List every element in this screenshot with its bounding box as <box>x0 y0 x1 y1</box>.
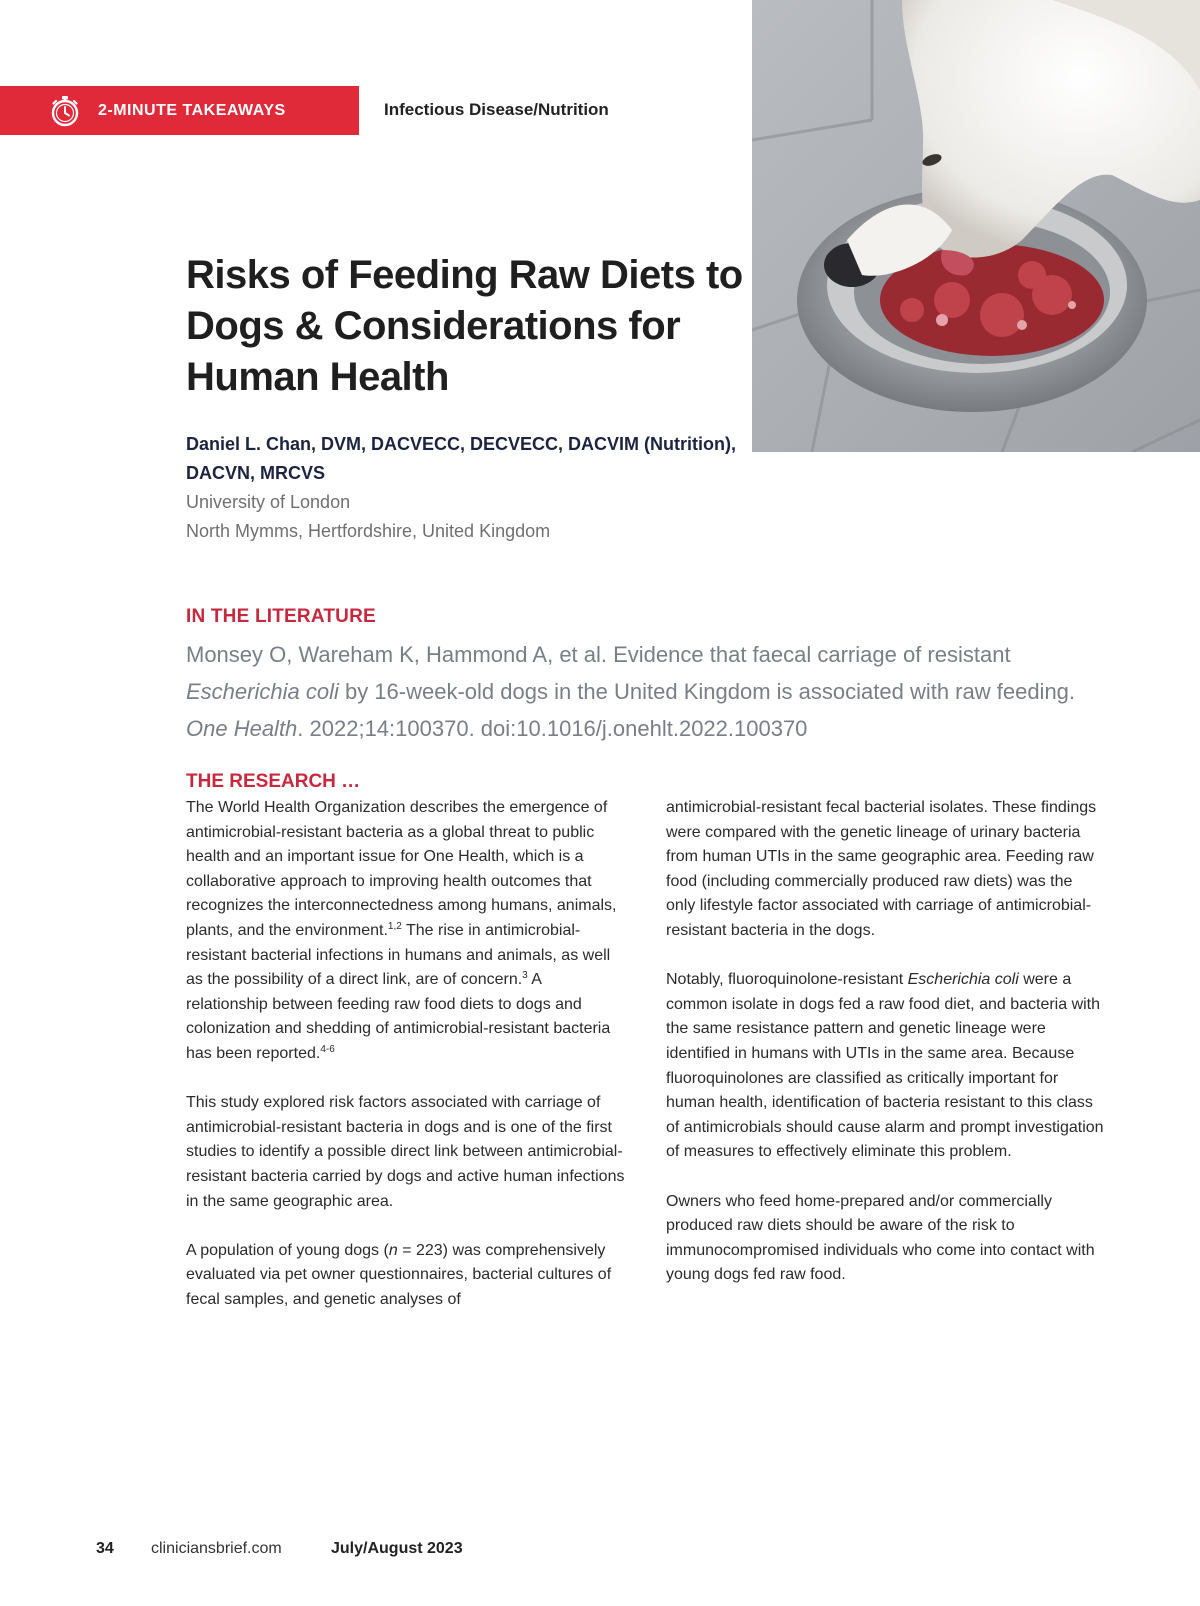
paragraph-text: were a common isolate in dogs fed a raw food diet, and bacteria with the same resistance pattern and genetic lineage were identified in humans with UTIs in the same area. Because fluoroquinolones are classified as critically important for human health, identification of bacteria resistant to this class of antimicrobials should cause alarm and prompt investigation of measures to effectively eliminate this problem. <box>666 971 1104 1161</box>
section-tag: Infectious Disease/Nutrition <box>384 100 609 119</box>
article-title: Risks of Feeding Raw Diets to Dogs & Considerations for Human Health <box>186 253 743 399</box>
body-paragraph: Owners who feed home-prepared and/or commercially produced raw diets should be aware of the risk to immunocompromised individuals who come into contact with young dogs fed raw food. <box>666 1192 1095 1284</box>
paragraph-text: The rise in antimicrobial-resistant bacterial infections in humans and animals, as well as the possibility of a direct link, are of concern. <box>186 921 611 989</box>
citation-species: Escherichia coli <box>186 679 339 704</box>
sample-size-symbol: n <box>388 1241 398 1259</box>
citation-text-1: Monsey O, Wareham K, Hammond A, et al. Evidence that faecal carriage of resistant <box>186 642 1011 667</box>
body-paragraph-continued: antimicrobial-resistant fecal bacterial isolates. These findings were compared with the genetic lineage of urinary bacteria from human UTIs in the same geographic area. Feeding raw food (including commercially produced raw diets) was the only lifestyle factor associated with carriage of antimicrobial-resistant bacteria in the dogs. <box>666 799 1097 939</box>
stopwatch-icon <box>48 94 82 128</box>
body-column-left <box>186 796 626 1312</box>
citation-superscript: 3 <box>522 970 528 982</box>
citation-superscript: 1,2 <box>387 920 402 932</box>
body-paragraph <box>666 968 1106 1165</box>
page-footer <box>96 1540 463 1558</box>
citation-text-2: by 16-week-old dogs in the United Kingdom is associated with raw feeding. <box>338 679 1076 704</box>
author-affiliation-1: University of London <box>186 492 351 512</box>
body-paragraph: This study explored risk factors associated with carriage of antimicrobial-resistant bacteria in dogs and is one of the first studies to identify a possible direct link between antimicrobial-resistant bacteria carried by dogs and active human infections in the same geographic area. <box>186 1094 625 1210</box>
citation-superscript: 4-6 <box>320 1043 335 1055</box>
author-affiliation-2: North Mymms, Hertfordshire, United Kingdom <box>186 521 551 541</box>
literature-citation <box>186 636 1086 747</box>
paragraph-text: A relationship between feeding raw food diets to dogs and colonization and shedding of antimicrobial-resistant bacteria has been reported. <box>186 971 611 1062</box>
research-heading: THE RESEARCH … <box>186 771 361 792</box>
body-column-right <box>666 796 1106 1312</box>
paragraph-text: Notably, fluoroquinolone-resistant <box>666 971 908 989</box>
body-paragraph <box>186 1239 626 1313</box>
takeaways-banner <box>0 86 359 135</box>
dog-eating-raw-food-photo <box>752 0 1200 452</box>
footer-website: cliniciansbrief.com <box>151 1540 282 1557</box>
citation-journal: One Health <box>186 716 298 741</box>
footer-issue: July/August 2023 <box>331 1540 463 1557</box>
paragraph-text: A population of young dogs ( <box>186 1241 389 1259</box>
paragraph-text: = 223) was comprehensively evaluated via pet owner questionnaires, bacterial cultures of fecal samples, and genetic analyses of <box>186 1241 612 1308</box>
paragraph-text: The World Health Organization describes the emergence of antimicrobial-resistant bacteria as a global threat to public health and an important issue for One Health, which is a collaborative approach to improving health outcomes that recognizes the interconnectedness among humans, animals, plants, and the environment. <box>186 799 617 939</box>
species-name: Escherichia coli <box>907 971 1019 989</box>
citation-text-3: . 2022;14:100370. doi:10.1016/j.onehlt.2022.100370 <box>297 716 808 741</box>
body-paragraph <box>186 796 626 1067</box>
literature-heading: IN THE LITERATURE <box>186 606 376 627</box>
author-names: Daniel L. Chan, DVM, DACVECC, DECVECC, DACVIM (Nutrition), DACVN, MRCVS <box>186 434 737 483</box>
author-block <box>186 430 746 546</box>
page-number: 34 <box>96 1540 114 1557</box>
banner-label: 2-MINUTE TAKEAWAYS <box>98 101 286 119</box>
